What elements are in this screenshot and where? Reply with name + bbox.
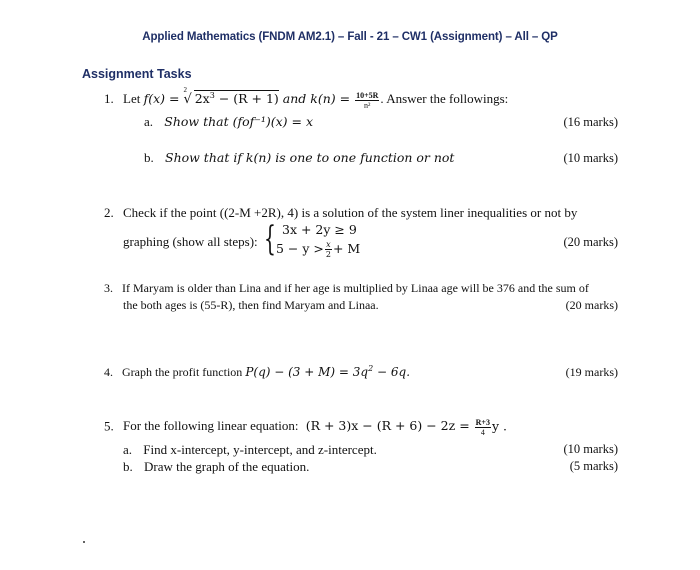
- q1-b-marks: (10 marks): [563, 151, 618, 165]
- q4-text: Graph the profit function: [122, 365, 243, 379]
- page-header: Applied Mathematics (FNDM AM2.1) – Fall - 21 – CW1 (Assignment) – All – QP: [142, 31, 558, 43]
- q3-line1: If Maryam is older than Lina and if her age is multiplied by Linaa age will be 376 and the sum of: [122, 281, 589, 295]
- inequality-1: 3x + 2y ≥ 9: [282, 222, 357, 237]
- q1-a-text: Show that (fof⁻¹)(x) = x: [164, 114, 314, 129]
- q5-frac-den: 4: [480, 428, 485, 437]
- question-5: [104, 418, 507, 437]
- question-2: [104, 205, 577, 221]
- q5-expr-tail: y .: [492, 418, 508, 434]
- inequality-2: [276, 240, 360, 259]
- q1-frac-den: n²: [364, 100, 371, 110]
- question-number: 2.: [104, 205, 114, 220]
- q5-b-text: Draw the graph of the equation.: [144, 459, 310, 474]
- q2-line2: graphing (show all steps):: [123, 234, 258, 249]
- q1-lead: Let: [123, 91, 141, 107]
- ineq2-left: 5 − y >: [276, 241, 324, 256]
- q1-and-k: and k(n) =: [278, 91, 355, 107]
- q1-radicand-b: − (R + 1): [214, 91, 279, 107]
- q4-expr-exp: 2: [368, 364, 374, 373]
- ineq2-frac-den: 2: [325, 250, 331, 259]
- part-label: a.: [144, 114, 154, 129]
- q5-a-text: Find x-intercept, y-intercept, and z-intercept.: [143, 442, 377, 457]
- q1-radicand-exp: 3: [209, 91, 215, 100]
- q4-expression: [245, 365, 410, 379]
- q5-a-marks: (10 marks): [563, 442, 618, 456]
- question-number: 1.: [104, 91, 114, 107]
- q5-frac-num: R+3: [475, 418, 490, 427]
- q5-b-marks: (5 marks): [569, 459, 618, 473]
- q1-fraction: [355, 91, 379, 110]
- q1-part-a: [144, 114, 313, 130]
- q1-function-f: f(x) =: [143, 91, 184, 107]
- question-1: [104, 86, 509, 110]
- question-number: 5.: [104, 418, 114, 434]
- q3-line2: the both ages is (55-R), then find Maryam and Linaa.: [123, 298, 379, 312]
- stray-dot: [83, 541, 85, 543]
- q1-tail: . Answer the followings:: [380, 91, 509, 107]
- ineq2-fraction: [325, 240, 332, 259]
- question-number: 3.: [104, 281, 113, 295]
- q4-expr-b: − 6q.: [373, 365, 411, 379]
- question-3: [104, 281, 589, 296]
- q4-marks: (19 marks): [565, 365, 618, 379]
- q4-expr-a: P(q) − (3 + M) = 3q: [245, 365, 369, 379]
- q1-root-index: 2: [183, 86, 187, 94]
- part-label: b.: [144, 150, 154, 165]
- question-number: 4.: [104, 365, 113, 379]
- q1-radicand: [194, 90, 279, 106]
- ineq2-right: + M: [332, 241, 361, 256]
- q5-expression: (R + 3)x − (R + 6) − 2z =: [305, 418, 474, 434]
- q1-frac-num: 10+5R: [356, 90, 379, 100]
- q5-part-b: [123, 459, 309, 475]
- system-brace: {: [264, 219, 276, 259]
- q5-part-a: [123, 442, 377, 458]
- q5-text: For the following linear equation:: [123, 418, 299, 434]
- q1-radical: 2 √ $2x^3 - (R + 1)$: [183, 86, 279, 108]
- question-4: [104, 364, 410, 380]
- q3-marks: (20 marks): [565, 298, 618, 312]
- part-label: a.: [123, 442, 133, 457]
- q1-a-marks: (16 marks): [563, 115, 618, 129]
- q2-marks: (20 marks): [563, 235, 618, 249]
- part-label: b.: [123, 459, 133, 474]
- q1-part-b: [144, 150, 454, 166]
- q1-radicand-a: 2x: [194, 91, 210, 107]
- q1-b-text: Show that if k(n) is one to one function or not: [165, 150, 455, 165]
- q2-line1: Check if the point ((2-M +2R), 4) is a solution of the system liner inequalities or not by: [123, 205, 578, 220]
- q5-fraction: [475, 418, 491, 437]
- ineq2-frac-num: x: [326, 240, 331, 249]
- section-title: Assignment Tasks: [82, 67, 192, 81]
